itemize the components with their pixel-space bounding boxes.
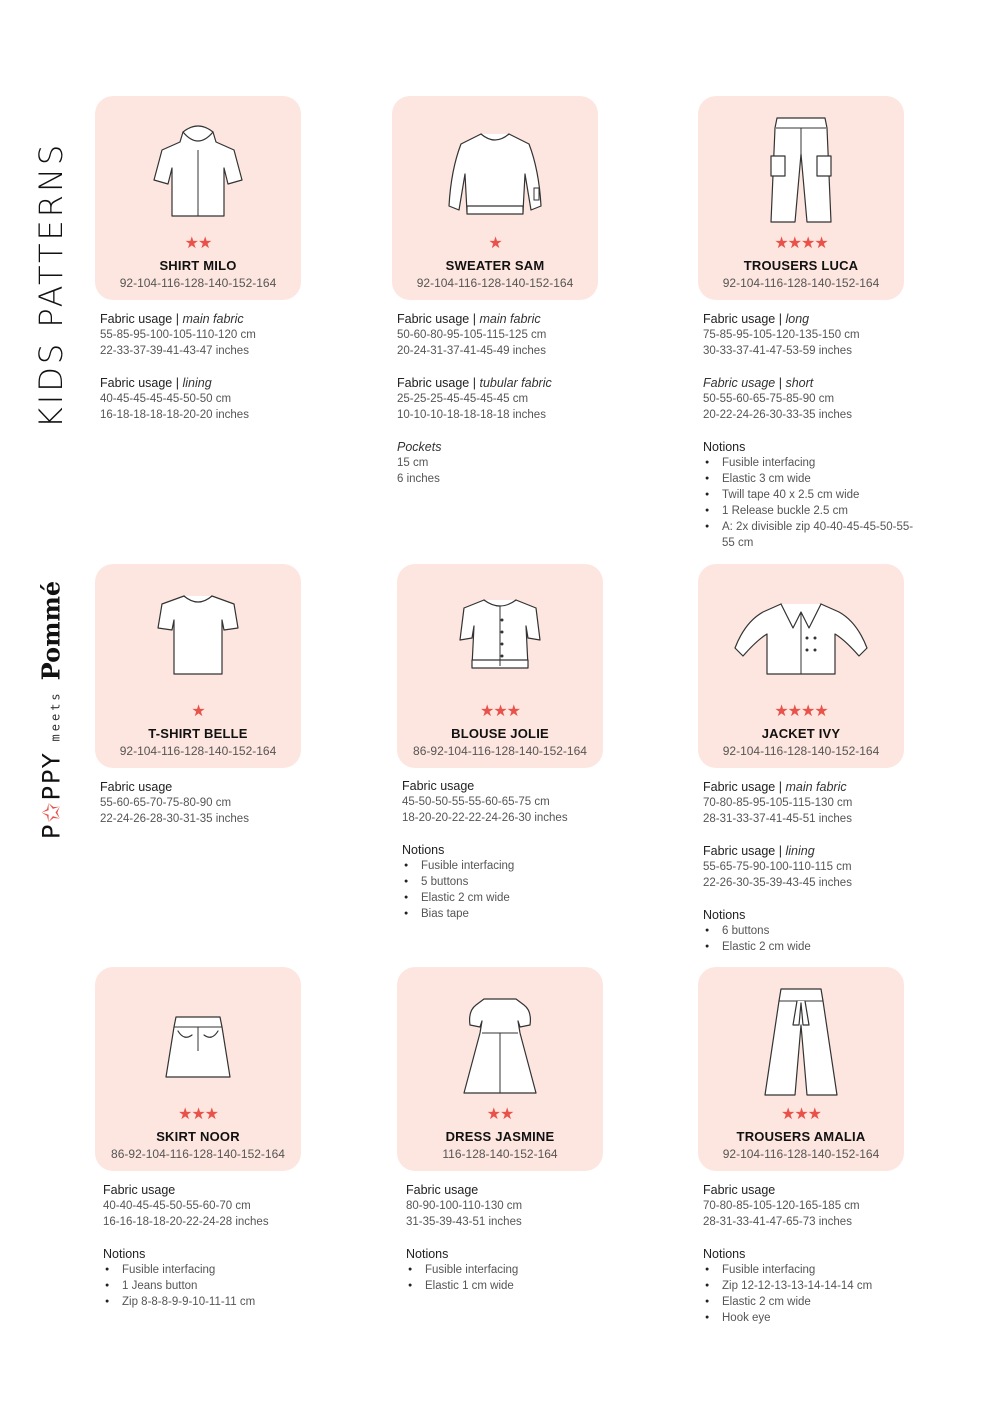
block-heading: Fabric usage (103, 1183, 176, 1197)
pattern-info (100, 311, 315, 439)
brand-poppy: P✩PPY (37, 751, 66, 840)
usage-cm: 50-60-80-95-105-115-125 cm (397, 329, 547, 341)
block-heading: Fabric usage | main fabric (100, 312, 244, 326)
fabric-usage-block (703, 375, 918, 423)
pattern-info (703, 1182, 918, 1342)
brand-pomme: Pommé (36, 580, 66, 681)
list-item: ● Elastic 2 cm wide (703, 1294, 918, 1310)
usage-cm: 55-85-95-100-105-110-120 cm (100, 329, 256, 341)
pattern-sizes: 86-92-104-116-128-140-152-164 (413, 744, 587, 758)
notions-block (703, 439, 918, 551)
usage-inches: 10-10-10-18-18-18-18 inches (397, 409, 546, 421)
block-heading: Pockets (397, 440, 442, 454)
fabric-usage-block (703, 779, 918, 827)
notions-list (406, 1262, 621, 1294)
notions-list (703, 455, 918, 551)
list-item: ● Elastic 2 cm wide (402, 890, 617, 906)
block-heading: Fabric usage (402, 779, 475, 793)
list-item: ● Elastic 1 cm wide (406, 1278, 621, 1294)
pattern-name: TROUSERS AMALIA (736, 1129, 866, 1144)
list-item: ● 1 Release buckle 2.5 cm (703, 503, 918, 519)
pattern-name: BLOUSE JOLIE (451, 726, 549, 741)
list-item: ● A: 2x divisible zip 40-40-45-45-50-55-55 cm (703, 519, 918, 551)
usage-cm: 55-60-65-70-75-80-90 cm (100, 797, 232, 809)
pattern-card (392, 96, 598, 300)
notions-block (703, 907, 918, 955)
block-heading: Fabric usage | main fabric (397, 312, 541, 326)
pattern-name: SKIRT NOOR (156, 1129, 240, 1144)
difficulty-stars: ★★★★ (774, 703, 828, 720)
page-title-text: KIDS PATTERNS (32, 141, 70, 429)
usage-cm: 15 cm (397, 457, 429, 469)
usage-cm: 45-50-50-55-55-60-65-75 cm (402, 796, 550, 808)
fabric-usage-block (100, 311, 315, 359)
list-item: ● Fusible interfacing (703, 1262, 918, 1278)
pattern-card (698, 564, 904, 768)
pattern-sizes: 86-92-104-116-128-140-152-164 (111, 1147, 285, 1161)
block-heading: Fabric usage | long (703, 312, 810, 326)
pattern-info (397, 311, 612, 503)
pattern-card (698, 967, 904, 1171)
pattern-name: TROUSERS LUCA (743, 258, 859, 273)
block-heading: Notions (703, 440, 746, 454)
usage-cm: 40-40-45-45-50-55-60-70 cm (103, 1200, 251, 1212)
usage-cm: 40-45-45-45-45-50-50 cm (100, 393, 232, 405)
list-item: ● Elastic 3 cm wide (703, 471, 918, 487)
usage-inches: 28-31-33-41-47-65-73 inches (703, 1216, 852, 1228)
block-heading: Fabric usage | main fabric (703, 780, 847, 794)
pattern-info (703, 311, 918, 567)
fabric-usage-block (406, 1182, 621, 1230)
list-item: ● Zip 12-12-13-13-14-14-14 cm (703, 1278, 918, 1294)
block-heading: Fabric usage (406, 1183, 479, 1197)
pattern-card (698, 96, 904, 300)
difficulty-stars: ★★★ (177, 1106, 219, 1123)
pattern-card (95, 96, 301, 300)
usage-inches: 6 inches (397, 473, 440, 485)
block-heading: Fabric usage | lining (703, 844, 815, 858)
pattern-sizes: 92-104-116-128-140-152-164 (722, 1147, 880, 1161)
block-heading: Notions (703, 1247, 746, 1261)
usage-cm: 55-65-75-90-100-110-115 cm (703, 861, 852, 873)
pattern-name: T-SHIRT BELLE (148, 726, 248, 741)
list-item: ● Bias tape (402, 906, 617, 922)
notions-list (103, 1262, 318, 1310)
fabric-usage-block (103, 1182, 318, 1230)
fabric-usage-block (397, 439, 612, 487)
notions-list (703, 1262, 918, 1326)
difficulty-stars: ★★★★ (774, 235, 828, 252)
pattern-sizes: 92-104-116-128-140-152-164 (722, 276, 880, 290)
list-item: ● Elastic 2 cm wide (703, 939, 918, 955)
fabric-usage-block (397, 375, 612, 423)
usage-cm: 50-55-60-65-75-85-90 cm (703, 393, 835, 405)
usage-inches: 20-24-31-37-41-45-49 inches (397, 345, 546, 357)
pattern-info (406, 1182, 621, 1310)
usage-inches: 18-20-20-22-22-24-26-30 inches (402, 812, 568, 824)
pattern-card (397, 967, 603, 1171)
pattern-info (103, 1182, 318, 1326)
fabric-usage-block (703, 843, 918, 891)
list-item: ● Twill tape 40 x 2.5 cm wide (703, 487, 918, 503)
list-item: ● Zip 8-8-8-9-9-10-11-11 cm (103, 1294, 318, 1310)
fabric-usage-block (703, 311, 918, 359)
notions-block (402, 842, 617, 922)
list-item: ● Fusible interfacing (406, 1262, 621, 1278)
pattern-sizes: 92-104-116-128-140-152-164 (416, 276, 574, 290)
usage-inches: 22-33-37-39-41-43-47 inches (100, 345, 249, 357)
usage-inches: 22-26-30-35-39-43-45 inches (703, 877, 852, 889)
list-item: ● Fusible interfacing (103, 1262, 318, 1278)
page-title (28, 141, 74, 429)
usage-inches: 16-16-18-18-20-22-24-28 inches (103, 1216, 269, 1228)
usage-inches: 22-24-26-28-30-31-35 inches (100, 813, 249, 825)
usage-cm: 75-85-95-105-120-135-150 cm (703, 329, 860, 341)
pattern-sizes: 116-128-140-152-164 (442, 1147, 558, 1161)
list-item: ● 6 buttons (703, 923, 918, 939)
pattern-sizes: 92-104-116-128-140-152-164 (722, 744, 880, 758)
usage-inches: 20-22-24-26-30-33-35 inches (703, 409, 852, 421)
notions-list (402, 858, 617, 922)
pattern-sizes: 92-104-116-128-140-152-164 (119, 744, 277, 758)
fabric-usage-block (100, 375, 315, 423)
usage-inches: 30-33-37-41-47-53-59 inches (703, 345, 852, 357)
pattern-info (703, 779, 918, 971)
difficulty-stars: ★ (191, 703, 205, 720)
pattern-card (397, 564, 603, 768)
usage-inches: 16-18-18-18-18-20-20 inches (100, 409, 249, 421)
fabric-usage-block (703, 1182, 918, 1230)
list-item: ● 1 Jeans button (103, 1278, 318, 1294)
block-heading: Fabric usage (100, 780, 173, 794)
usage-inches: 28-31-33-37-41-45-51 inches (703, 813, 852, 825)
block-heading: Notions (406, 1247, 449, 1261)
list-item: ● Hook eye (703, 1310, 918, 1326)
pattern-name: SWEATER SAM (445, 258, 545, 273)
pattern-card (95, 564, 301, 768)
block-heading: Fabric usage (703, 1183, 776, 1197)
pattern-info (402, 778, 617, 938)
notions-list (703, 923, 918, 955)
notions-block (103, 1246, 318, 1310)
block-heading: Fabric usage | short (703, 376, 814, 390)
usage-cm: 25-25-25-45-45-45-45 cm (397, 393, 529, 405)
list-item: ● Fusible interfacing (703, 455, 918, 471)
brand-meets: meets (48, 690, 63, 742)
pattern-info (100, 779, 315, 843)
fabric-usage-block (100, 779, 315, 827)
pattern-name: JACKET IVY (761, 726, 841, 741)
fabric-usage-block (397, 311, 612, 359)
pattern-card (95, 967, 301, 1171)
usage-cm: 70-80-85-105-120-165-185 cm (703, 1200, 860, 1212)
block-heading: Fabric usage | tubular fabric (397, 376, 552, 390)
usage-cm: 70-80-85-95-105-115-130 cm (703, 797, 853, 809)
notions-block (703, 1246, 918, 1326)
block-heading: Fabric usage | lining (100, 376, 212, 390)
block-heading: Notions (703, 908, 746, 922)
brand-logo (28, 580, 74, 840)
usage-cm: 80-90-100-110-130 cm (406, 1200, 523, 1212)
pattern-name: DRESS JASMINE (445, 1129, 555, 1144)
fabric-usage-block (402, 778, 617, 826)
difficulty-stars: ★ (488, 235, 502, 252)
list-item: ● 5 buttons (402, 874, 617, 890)
pattern-name: SHIRT MILO (159, 258, 237, 273)
difficulty-stars: ★★★ (780, 1106, 822, 1123)
pattern-sizes: 92-104-116-128-140-152-164 (119, 276, 277, 290)
block-heading: Notions (103, 1247, 146, 1261)
list-item: ● Fusible interfacing (402, 858, 617, 874)
usage-inches: 31-35-39-43-51 inches (406, 1216, 522, 1228)
difficulty-stars: ★★★ (479, 703, 521, 720)
notions-block (406, 1246, 621, 1294)
difficulty-stars: ★★ (486, 1106, 514, 1123)
block-heading: Notions (402, 843, 445, 857)
difficulty-stars: ★★ (184, 235, 212, 252)
